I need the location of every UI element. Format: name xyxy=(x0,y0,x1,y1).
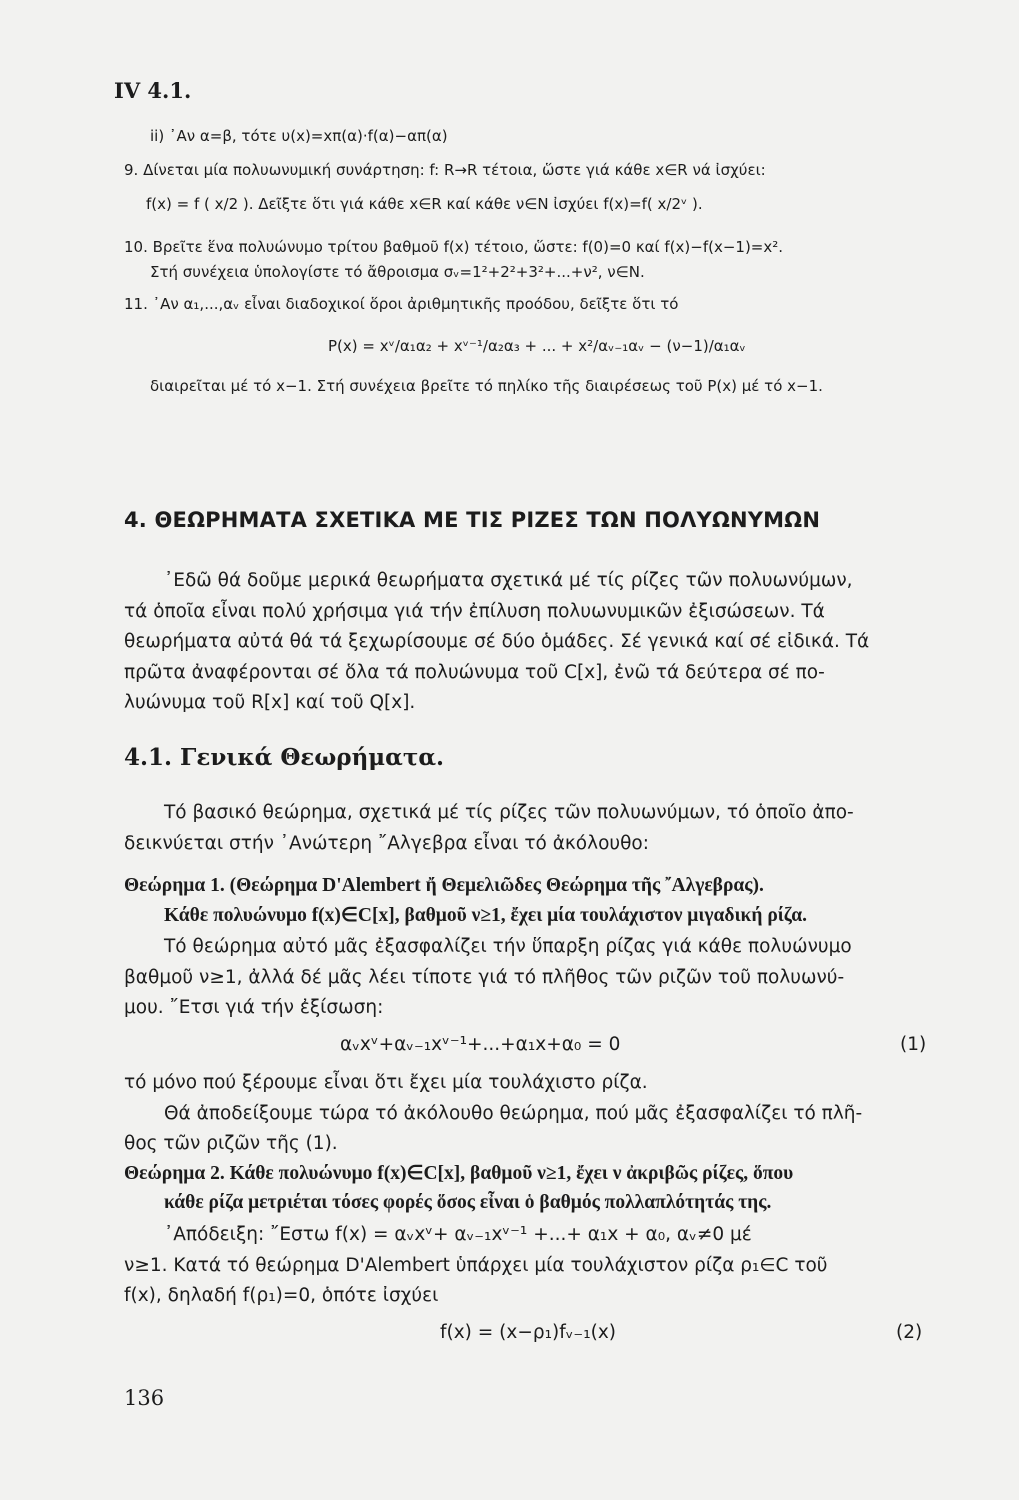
equation-1-number: (1) xyxy=(900,1034,927,1055)
theorem-1-heading: Θεώρημα 1. (Θεώρημα D'Alembert ἤ Θεμελιῶδες Θεώρημα τῆς ῎Αλγεβρας). xyxy=(124,875,764,896)
text-line: βαθμοῦ ν≥1, ἀλλά δέ μᾶς λέει τίποτε γιά τό πλῆθος τῶν ριζῶν τοῦ πολυωνύ- xyxy=(124,966,845,988)
intro-line: ᾽Εδῶ θά δοῦμε μερικά θεωρήματα σχετικά μέ τίς ρίζες τῶν πολυωνύμων, xyxy=(164,570,853,591)
equation-2-number: (2) xyxy=(896,1322,923,1343)
running-header: IV 4.1. xyxy=(114,78,192,103)
equation-1: αᵥxᵛ+αᵥ₋₁xᵛ⁻¹+...+α₁x+α₀ = 0 xyxy=(340,1034,621,1055)
intro-line: Τό βασικό θεώρημα, σχετικά μέ τίς ρίζες τῶν πολυωνύμων, τό ὁποῖο ἀπο- xyxy=(164,802,854,823)
intro-line: λυώνυμα τοῦ R[x] καί τοῦ Q[x]. xyxy=(124,692,416,713)
page-number: 136 xyxy=(124,1386,165,1410)
text-line: f(x), δηλαδή f(ρ₁)=0, ὁπότε ἰσχύει xyxy=(124,1285,439,1306)
text-line: Θά ἀποδείξουμε τώρα τό ἀκόλουθο θεώρημα, πού μᾶς ἐξασφαλίζει τό πλῆ- xyxy=(164,1102,863,1124)
theorem-1-statement: Κάθε πολυώνυμο f(x)∈C[x], βαθμοῦ ν≥1, ἔχει μία τουλάχιστον μιγαδική ρίζα. xyxy=(164,905,807,926)
intro-line: τά ὁποῖα εἶναι πολύ χρήσιμα γιά τήν ἐπίλυση πολυωνυμικῶν ἐξισώσεων. Τά xyxy=(124,600,825,622)
exercise-ii: ii) ᾽Αν α=β, τότε υ(x)=xπ(α)·f(α)−απ(α) xyxy=(150,127,448,145)
exercise-10-line2: Στή συνέχεια ὑπολογίστε τό ἄθροισμα σᵥ=1²+2²+3²+...+ν², ν∈N. xyxy=(150,263,645,281)
proof-text xyxy=(124,1220,964,1312)
intro-line: δεικνύεται στήν ᾽Ανώτερη ῎Αλγεβρα εἶναι τό ἀκόλουθο: xyxy=(124,832,649,854)
theorem-2-heading: Θεώρημα 2. Κάθε πολυώνυμο f(x)∈C[x], βαθμοῦ ν≥1, ἔχει ν ἀκριβῶς ρίζες, ὅπου xyxy=(124,1163,794,1184)
text-line: ᾽Απόδειξη: ῎Εστω f(x) = αᵥxᵛ+ αᵥ₋₁xᵛ⁻¹ +...+ α₁x + α₀, αᵥ≠0 μέ xyxy=(164,1224,752,1245)
section-intro xyxy=(124,566,964,719)
text-line: θος τῶν ριζῶν τῆς (1). xyxy=(124,1133,338,1154)
exercise-10-line1: 10. Βρεῖτε ἕνα πολυώνυμο τρίτου βαθμοῦ f(x) τέτοιο, ὥστε: f(0)=0 καί f(x)−f(x−1)=x². xyxy=(124,238,784,256)
section-title: 4. ΘΕΩΡΗΜΑΤΑ ΣΧΕΤΙΚΑ ΜΕ ΤΙΣ ΡΙΖΕΣ ΤΩΝ ΠΟΛΥΩΝΥΜΩΝ xyxy=(124,508,821,532)
text-line: Τό θεώρημα αὐτό μᾶς ἐξασφαλίζει τήν ὕπαρξη ρίζας γιά κάθε πολυώνυμο xyxy=(164,936,852,957)
equation-2: f(x) = (x−ρ₁)fᵥ₋₁(x) xyxy=(440,1322,616,1343)
exercise-9-line2: f(x) = f ( x/2 ). Δεῖξτε ὅτι γιά κάθε x∈R καί κάθε ν∈N ἰσχύει f(x)=f( x/2ᵛ ). xyxy=(146,195,703,213)
text-line: ν≥1. Κατά τό θεώρημα D'Alembert ὑπάρχει μία τουλάχιστον ρίζα ρ₁∈C τοῦ xyxy=(124,1254,828,1276)
subsection-intro xyxy=(124,798,964,859)
intro-line: πρῶτα ἀναφέρονται σέ ὅλα τά πολυώνυμα τοῦ C[x], ἐνῶ τά δεύτερα σέ πο- xyxy=(124,661,825,683)
exercise-9-line1: 9. Δίνεται μία πολυωνυμική συνάρτηση: f: R→R τέτοια, ὥστε γιά κάθε x∈R νά ἰσχύει: xyxy=(124,161,766,179)
theorem-1-discussion xyxy=(124,932,964,1024)
equation-1-discussion xyxy=(124,1068,964,1160)
exercise-11-line3: διαιρεῖται μέ τό x−1. Στή συνέχεια βρεῖτε τό πηλίκο τῆς διαιρέσεως τοῦ P(x) μέ τό x−1. xyxy=(150,377,823,395)
text-line: τό μόνο πού ξέρουμε εἶναι ὅτι ἔχει μία τουλάχιστο ρίζα. xyxy=(124,1072,648,1093)
exercise-11-line1: 11. ᾽Αν α₁,...,αᵥ εἶναι διαδοχικοί ὅροι ἀριθμητικῆς προόδου, δεῖξτε ὅτι τό xyxy=(124,295,679,313)
subsection-title: 4.1. Γενικά Θεωρήματα. xyxy=(124,744,445,771)
text-line: μου. ῎Ετσι γιά τήν ἐξίσωση: xyxy=(124,997,384,1018)
intro-line: θεωρήματα αὐτά θά τά ξεχωρίσουμε σέ δύο ὁμάδες. Σέ γενικά καί σέ εἰδικά. Τά xyxy=(124,631,870,652)
theorem-2-statement: κάθε ρίζα μετριέται τόσες φορές ὅσος εἶναι ὁ βαθμός πολλαπλότητάς της. xyxy=(164,1192,772,1213)
exercise-11-formula: P(x) = xᵛ/α₁α₂ + xᵛ⁻¹/α₂α₃ + ... + x²/αᵥ₋₁αᵥ − (ν−1)/α₁αᵥ xyxy=(328,337,746,355)
